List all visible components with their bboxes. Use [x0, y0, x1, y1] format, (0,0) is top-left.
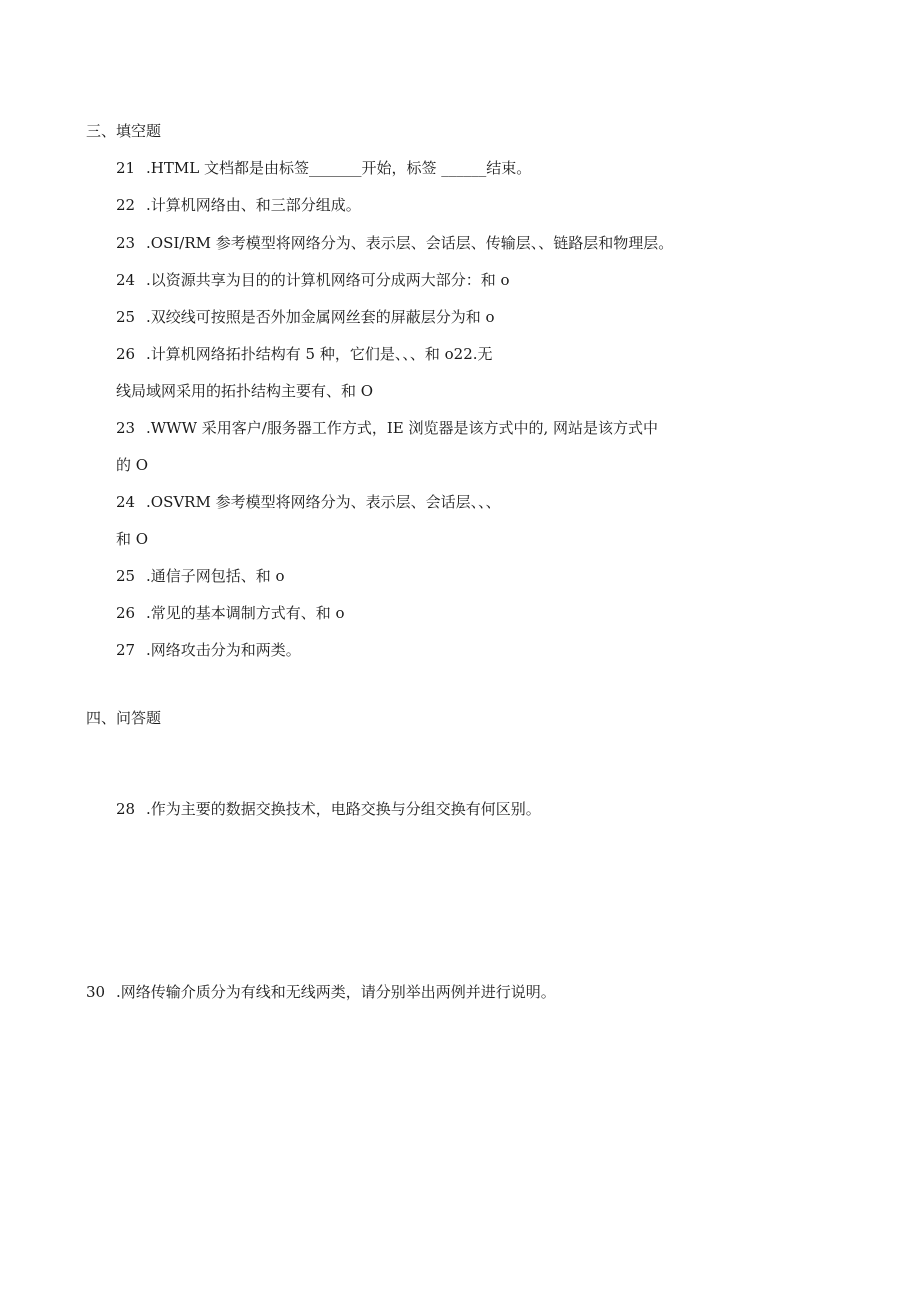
question-number: 21 [116, 159, 136, 177]
question-22 [116, 195, 361, 215]
question-text: 线局域网采用的拓扑结构主要有、和 O [116, 382, 374, 400]
question-text: .HTML 文档都是由标签_______开始，标签 ______结束。 [146, 159, 532, 177]
question-24b-continuation [116, 529, 148, 549]
section-heading-qa: 四、问答题 [86, 709, 162, 727]
section-heading-fill-blank: 三、填空题 [86, 122, 162, 140]
question-text: .双绞线可按照是否外加金属网丝套的屏蔽层分为和 o [146, 308, 495, 326]
question-text: .WWW 采用客户/服务器工作方式，IE 浏览器是该方式中的, 网站是该方式中 [146, 419, 659, 437]
question-23 [116, 233, 673, 253]
question-text: .计算机网络由、和三部分组成。 [146, 196, 361, 214]
question-text: .常见的基本调制方式有、和 o [146, 604, 345, 622]
question-25 [116, 307, 495, 327]
question-number: 27 [116, 641, 136, 659]
question-24 [116, 270, 510, 290]
question-28 [116, 799, 541, 819]
question-number: 23 [116, 234, 136, 252]
question-number: 25 [116, 308, 136, 326]
question-21 [116, 158, 531, 178]
question-text: 的 O [116, 456, 149, 474]
question-number: 30 [86, 983, 106, 1001]
question-text: .网络传输介质分为有线和无线两类，请分别举出两例并进行说明。 [116, 983, 556, 1001]
question-text: 和 O [116, 530, 149, 548]
question-text: .OSVRM 参考模型将网络分为、表示层、会话层、、、 [146, 493, 501, 511]
question-text: .网络攻击分为和两类。 [146, 641, 301, 659]
question-22-continuation [116, 381, 373, 401]
question-number: 23 [116, 419, 136, 437]
question-number: 22 [116, 196, 136, 214]
question-23b-continuation [116, 455, 148, 475]
question-number: 26 [116, 345, 136, 363]
question-number: 24 [116, 271, 136, 289]
question-number: 26 [116, 604, 136, 622]
question-number: 24 [116, 493, 136, 511]
question-25b [116, 566, 285, 586]
question-number: 25 [116, 567, 136, 585]
question-23b [116, 418, 658, 438]
question-24b [116, 492, 501, 512]
question-text: .计算机网络拓扑结构有 5 种，它们是、、、和 o22.无 [146, 345, 493, 363]
question-26 [116, 344, 493, 364]
question-text: .通信子网包括、和 o [146, 567, 285, 585]
question-number: 28 [116, 800, 136, 818]
question-27 [116, 640, 301, 660]
question-30 [86, 982, 556, 1002]
question-text: .OSI/RM 参考模型将网络分为、表示层、会话层、传输层、、链路层和物理层。 [146, 234, 674, 252]
question-26b [116, 603, 345, 623]
question-text: .以资源共享为目的的计算机网络可分成两大部分：和 o [146, 271, 510, 289]
question-text: .作为主要的数据交换技术，电路交换与分组交换有何区别。 [146, 800, 541, 818]
